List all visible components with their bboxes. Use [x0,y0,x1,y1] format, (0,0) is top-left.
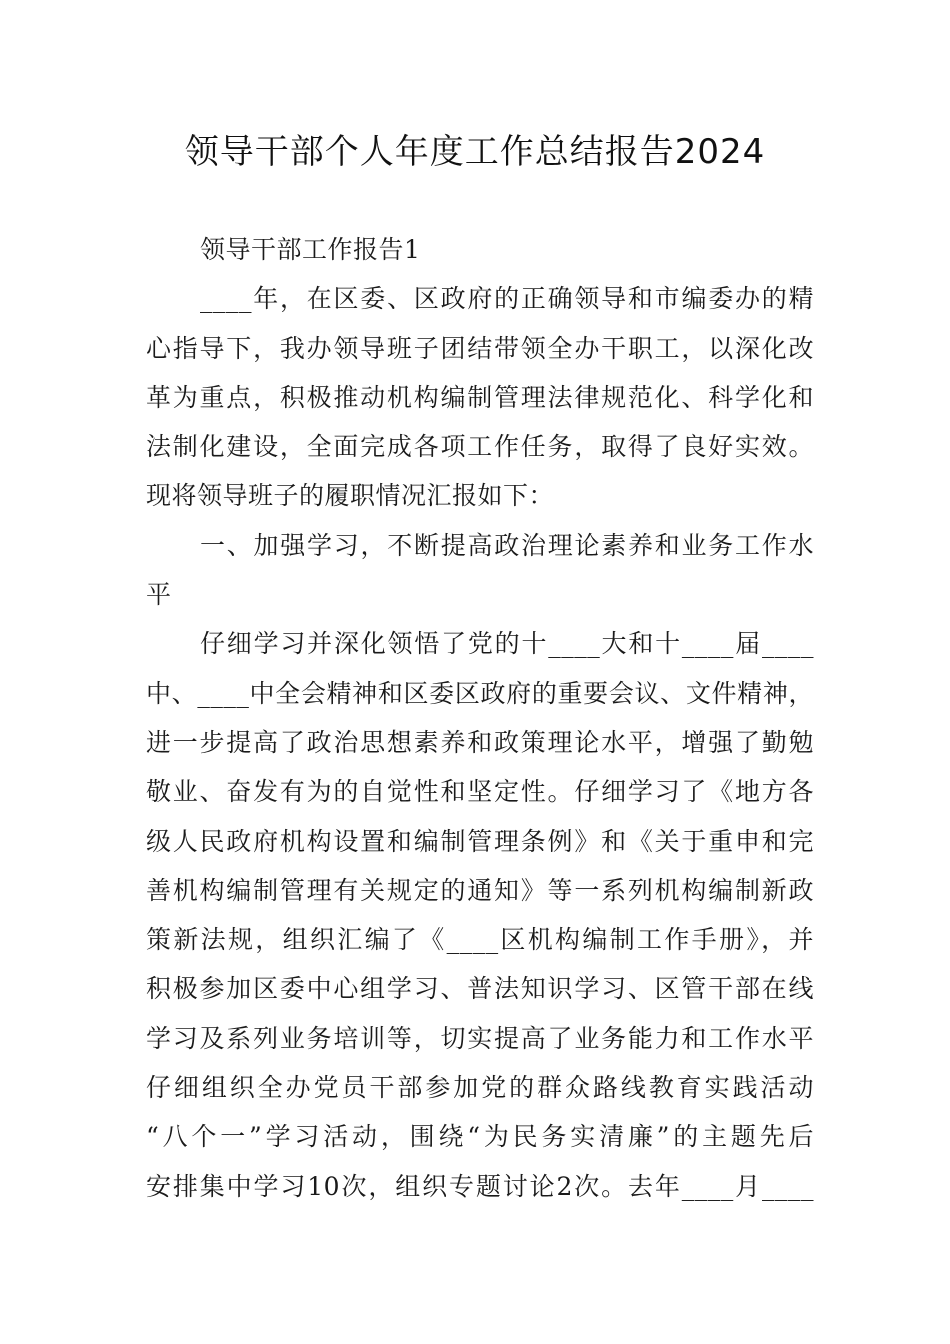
text-line: 中、____中全会精神和区委区政府的重要会议、文件精神， [146,678,814,708]
text-line: 善机构编制管理有关规定的通知》等一系列机构编制新政 [146,875,814,905]
text-line: ____年，在区委、区政府的正确领导和市编委办的精 [200,284,814,314]
text-line: 领导干部工作报告1 [200,235,421,264]
text-line: 平 [146,580,172,610]
text-line: 一、加强学习，不断提高政治理论素养和业务工作水 [200,530,814,560]
text-line: “八个一”学习活动，围绕“为民务实清廉”的主题先后 [146,1122,814,1152]
document-body [146,225,814,1211]
text-line: 敬业、奋发有为的自觉性和坚定性。仔细学习了《地方各 [146,777,814,807]
text-line: 积极参加区委中心组学习、普法知识学习、区管干部在线 [146,974,814,1004]
text-line: 策新法规，组织汇编了《____区机构编制工作手册》，并 [146,925,814,955]
text-line: 现将领导班子的履职情况汇报如下： [146,481,555,511]
text-line: 进一步提高了政治思想素养和政策理论水平，增强了勤勉 [146,727,814,757]
text-line: 革为重点，积极推动机构编制管理法律规范化、科学化和 [146,382,814,412]
text-line: 法制化建设，全面完成各项工作任务，取得了良好实效。 [146,432,814,462]
text-line: 安排集中学习10次，组织专题讨论2次。去年____月____ [146,1171,814,1201]
text-line: 级人民政府机构设置和编制管理条例》和《关于重申和完 [146,826,814,856]
text-line: 心指导下，我办领导班子团结带领全办干职工，以深化改 [146,333,814,363]
text-line: 仔细组织全办党员干部参加党的群众路线教育实践活动 [146,1073,814,1103]
text-line: 仔细学习并深化领悟了党的十____大和十____届____ [200,629,814,659]
text-line: 学习及系列业务培训等，切实提高了业务能力和工作水平 [146,1023,814,1053]
document-title: 领导干部个人年度工作总结报告2024 [184,132,766,172]
